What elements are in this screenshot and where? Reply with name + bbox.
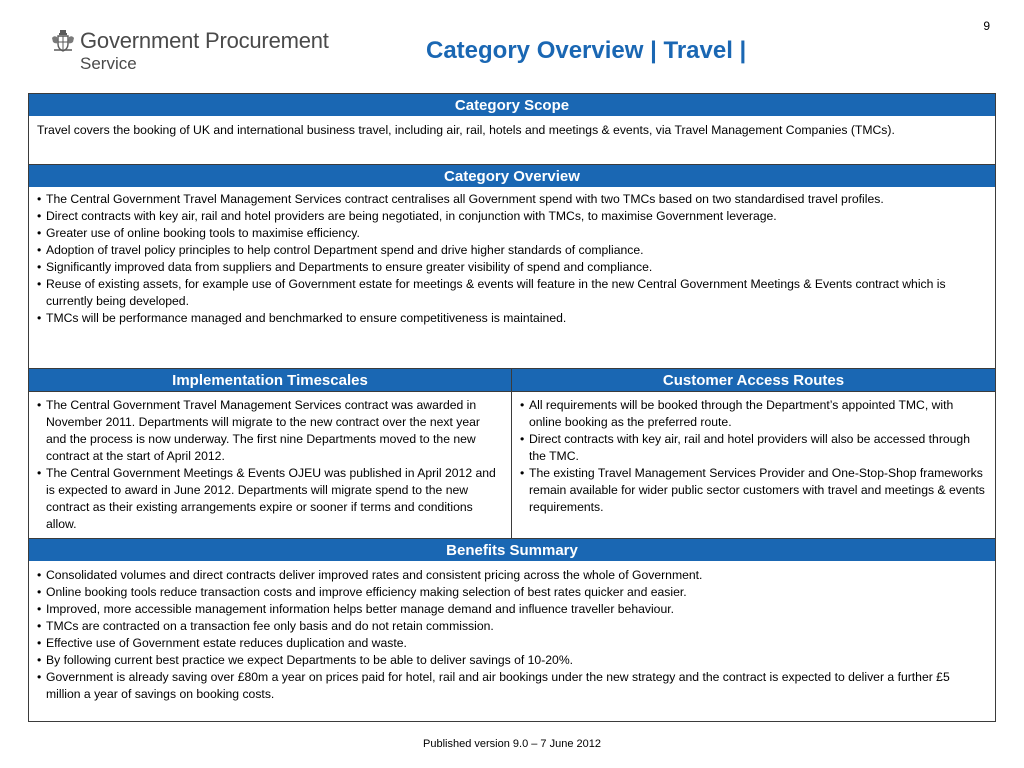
list-item: • Consolidated volumes and direct contracts deliver improved rates and consistent pricing across the whole of Government. bbox=[37, 567, 985, 584]
two-column-section bbox=[29, 369, 995, 539]
scope-text: Travel covers the booking of UK and international business travel, including air, rail, hotels and meetings & events, via Travel Management Companies (TMCs). bbox=[29, 116, 995, 165]
list-item: • Effective use of Government estate reduces duplication and waste. bbox=[37, 635, 985, 652]
category-table bbox=[28, 93, 996, 722]
page-number: 9 bbox=[983, 19, 990, 33]
page-title: Category Overview | Travel | bbox=[426, 37, 747, 64]
list-item: • The existing Travel Management Services Provider and One-Stop-Shop frameworks remain available for wider public sector customers with travel and meetings & events requirements. bbox=[520, 465, 985, 516]
list-item: • Significantly improved data from suppliers and Departments to ensure greater visibility of spend and compliance. bbox=[37, 259, 985, 276]
list-item: • Greater use of online booking tools to maximise efficiency. bbox=[37, 225, 985, 242]
list-item: • Direct contracts with key air, rail and hotel providers are being negotiated, in conjunction with TMCs, to maximise Government leverage. bbox=[37, 208, 985, 225]
list-item: • The Central Government Meetings & Events OJEU was published in April 2012 and is expected to award in June 2012. Departments will migrate spend to the new contract as their existing arrangements expire or sooner if terms and conditions allow. bbox=[37, 465, 501, 533]
list-item: • Improved, more accessible management information helps better manage demand and influence traveller behaviour. bbox=[37, 601, 985, 618]
gps-logo bbox=[50, 28, 350, 78]
benefits-section bbox=[29, 561, 995, 721]
footer-version: Published version 9.0 – 7 June 2012 bbox=[423, 738, 601, 750]
list-item: • Direct contracts with key air, rail and hotel providers will also be accessed through the TMC. bbox=[520, 431, 985, 465]
list-item: • TMCs will be performance managed and benchmarked to ensure competitiveness is maintained. bbox=[37, 310, 985, 327]
list-item: • By following current best practice we expect Departments to be able to deliver savings of 10-20%. bbox=[37, 652, 985, 669]
list-item: • The Central Government Travel Management Services contract centralises all Government spend with two TMCs based on two standardised travel profiles. bbox=[37, 191, 985, 208]
implementation-column bbox=[29, 369, 512, 538]
list-item: • Government is already saving over £80m a year on prices paid for hotel, rail and air bookings under the new strategy and the contract is expected to deliver a further £5 million a year of savings on booking costs. bbox=[37, 669, 985, 703]
implementation-list bbox=[37, 397, 501, 533]
implementation-heading: Implementation Timescales bbox=[29, 369, 511, 392]
list-item: • The Central Government Travel Management Services contract was awarded in November 2011. Departments will migrate to the new contract over the next year and the process is now underway. The first nine Departments moved to the new contract at the start of April 2012. bbox=[37, 397, 501, 465]
list-item: • Online booking tools reduce transaction costs and improve efficiency making selection of best rates quicker and easier. bbox=[37, 584, 985, 601]
scope-heading: Category Scope bbox=[29, 94, 995, 116]
list-item: • Reuse of existing assets, for example use of Government estate for meetings & events will feature in the new Central Government Meetings & Events contract which is currently being developed. bbox=[37, 276, 985, 310]
access-column bbox=[512, 369, 995, 538]
overview-heading: Category Overview bbox=[29, 165, 995, 187]
overview-list bbox=[37, 191, 985, 327]
logo-text-line1: Government Procurement bbox=[80, 28, 329, 53]
overview-section bbox=[29, 187, 995, 369]
logo-text-line2: Service bbox=[80, 54, 137, 73]
access-heading: Customer Access Routes bbox=[512, 369, 995, 392]
list-item: • Adoption of travel policy principles to help control Department spend and drive higher standards of compliance. bbox=[37, 242, 985, 259]
implementation-section bbox=[29, 392, 511, 538]
access-section bbox=[512, 392, 995, 538]
benefits-list bbox=[37, 567, 985, 703]
list-item: • TMCs are contracted on a transaction fee only basis and do not retain commission. bbox=[37, 618, 985, 635]
benefits-heading: Benefits Summary bbox=[29, 539, 995, 561]
access-list bbox=[520, 397, 985, 516]
list-item: • All requirements will be booked through the Department’s appointed TMC, with online booking as the preferred route. bbox=[520, 397, 985, 431]
royal-coat-of-arms-icon bbox=[50, 30, 76, 54]
